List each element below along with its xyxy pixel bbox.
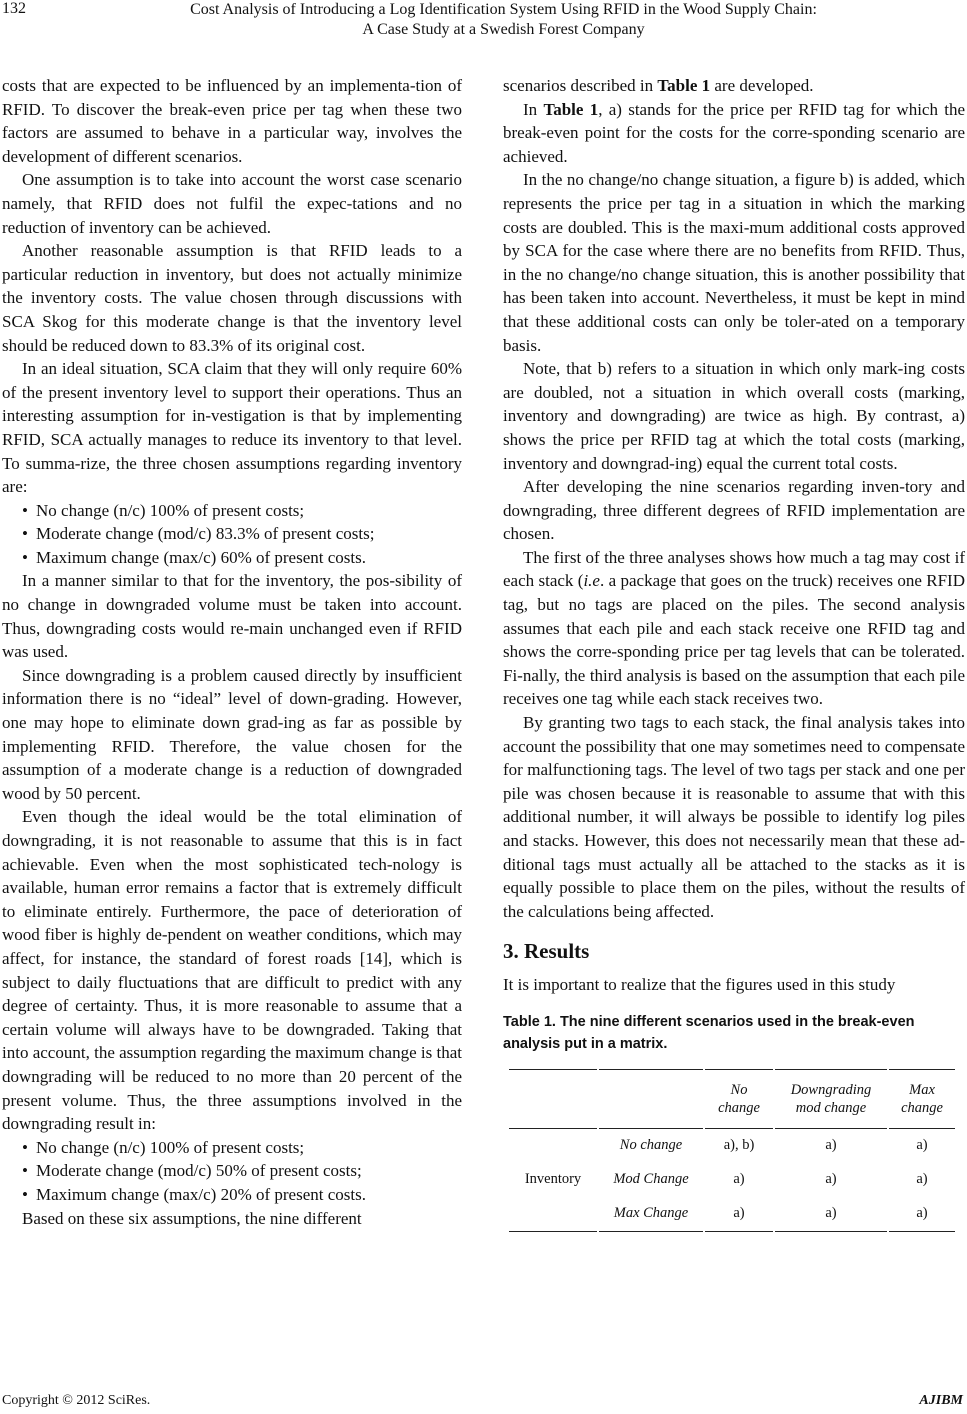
list-item: • Moderate change (mod/c) 50% of present costs; bbox=[22, 1161, 362, 1181]
running-header bbox=[40, 0, 967, 40]
inventory-assumption-list bbox=[2, 499, 462, 570]
journal-abbreviation: AJIBM bbox=[919, 1393, 963, 1408]
table-cell: a) bbox=[825, 1171, 837, 1188]
list-item: • Maximum change (max/c) 60% of present costs. bbox=[22, 547, 366, 567]
downgrading-assumption-list bbox=[2, 1136, 462, 1207]
table-caption: Table 1. The nine different scenarios used in the break-even analysis put in a matrix. bbox=[503, 1013, 915, 1052]
paragraph: Note, that b) refers to a situation in which only mark-ing costs are doubled, not a situation in which overall costs (marking, inventory and downgrading) are twice as high. By contrast, a) shows the price per RFID tag at which the total costs (marking, inventory and downgrad-ing) equal the current total costs. bbox=[503, 359, 965, 473]
paragraph: scenarios described in Table 1 are developed. bbox=[503, 76, 814, 95]
paragraph: It is important to realize that the figures used in this study bbox=[503, 975, 896, 995]
left-column bbox=[2, 74, 462, 1230]
right-column bbox=[503, 74, 965, 1232]
table-cell: a) bbox=[775, 1197, 887, 1232]
table-cell: a), b) bbox=[723, 1137, 755, 1154]
paragraph: After developing the nine scenarios regarding inven-tory and downgrading, three different degrees of RFID implementation are chosen. bbox=[503, 477, 965, 544]
paragraph: The first of the three analyses shows how much a tag may cost if each stack (i.e. a package that goes on the truck) receives one RFID tag, but no tags are placed on the piles. The second analysis assumes that each pile and each stack receive one RFID tag and shows the corre-sponding price per tag levels that can be tolerated. Fi-nally, the third analysis is based on the assumption that each pile receives one tag while each stack receives two. bbox=[503, 547, 965, 709]
paragraph: By granting two tags to each stack, the final analysis takes into account the possibility that one may sometimes need to compensate for malfunctioning tags. The level of two tags per stack and one per pile was chosen because it is reasonable to assume that with this additional number, it will always be possible to identify log piles and stacks. However, this does not necessarily mean that these ad-ditional tags must actually all be attached to the stacks as it is equally possible to place them on the piles, without the results of the calculations being affected. bbox=[503, 713, 965, 921]
list-item: • Moderate change (mod/c) 83.3% of present costs; bbox=[22, 524, 375, 544]
copyright-footer: Copyright © 2012 SciRes. bbox=[2, 1393, 151, 1408]
paragraph: costs that are expected to be influenced by an implementa-tion of RFID. To discover the break-even price per tag when these two factors are assumed to behave in a particular way, involves the development of different scenarios. bbox=[2, 76, 462, 166]
table-cell: a) bbox=[916, 1137, 928, 1154]
list-item: • No change (n/c) 100% of present costs; bbox=[22, 1137, 305, 1157]
table-reference: Table 1 bbox=[657, 76, 711, 95]
paragraph: In a manner similar to that for the inventory, the pos-sibility of no change in downgraded volume must be taken into account. Thus, downgrading costs would re-main unchanged even if RFID was used. bbox=[2, 571, 462, 662]
paragraph: Another reasonable assumption is that RFID leads to a particular reduction in inventory, but does not actually minimize the inventory costs. The value chosen through discussions with SCA Skog for this moderate change is that the inventory level should be reduced down to 83.3% of its original cost. bbox=[2, 241, 462, 355]
table-reference: Table 1 bbox=[543, 99, 599, 119]
table-cell: a) bbox=[916, 1171, 928, 1188]
header-line-1: Cost Analysis of Introducing a Log Identification System Using RFID in the Wood Supply Chain: bbox=[190, 1, 817, 18]
table-cell: a) bbox=[825, 1137, 837, 1154]
row-label: Max Change bbox=[599, 1197, 703, 1232]
row-label: No change bbox=[619, 1137, 683, 1154]
row-group-label: Inventory bbox=[509, 1129, 597, 1232]
table-header-row bbox=[509, 1069, 955, 1129]
paragraph: In Table 1, a) stands for the price per RFID tag for which the break-even point for the costs for the corre-sponding scenario are achieved. bbox=[503, 99, 965, 166]
list-item: • No change (n/c) 100% of present costs; bbox=[22, 500, 305, 520]
scenario-table bbox=[507, 1069, 957, 1232]
paragraph: Based on these six assumptions, the nine different bbox=[22, 1208, 362, 1228]
table-cell: a) bbox=[889, 1197, 955, 1232]
paragraph: In an ideal situation, SCA claim that they will only require 60% of the present inventory level to support their operations. Thus an interesting assumption for in-vestigation is that by implementing RFID, SCA actually manages to reduce its inventory to that level. To summa-rize, the three chosen assumptions regarding inventory are: bbox=[2, 359, 462, 497]
section-heading: 3. Results bbox=[503, 939, 590, 964]
paragraph: Since downgrading is a problem caused directly by insufficient information there is no “ideal” level of down-grading. However, one may hope to eliminate down grad-ing as far as possible by implementing RFID. Therefore, the value chosen for the assumption of a moderate change is a reduction of downgraded wood by 50 percent. bbox=[2, 665, 462, 803]
list-item: • Maximum change (max/c) 20% of present costs. bbox=[22, 1184, 366, 1204]
page-number: 132 bbox=[2, 0, 26, 17]
header-line-2: A Case Study at a Swedish Forest Company bbox=[362, 21, 645, 38]
column-header: Max change bbox=[889, 1069, 955, 1129]
paragraph: Even though the ideal would be the total elimination of downgrading, it is not reasonable to assume that this is in fact achievable. Even when the most sophisticated tech-nology is available, human error remains a factor that is extremely difficult to eliminate entirely. Furthermore, the pace of deterioration of wood fiber is highly de-pendent on weather conditions, which may affect, for instance, the standard of forest roads [14], which is subject to daily fluctuations that are difficult to predict with any degree of certainty. Thus, it is more reasonable to assume that a certain volume will always have to be downgraded. Taking that into account, the assumption regarding the maximum change is that downgrading will be reduced to no more than 20 percent of the present volume. Thus, the three assumptions involved in the downgrading result in: bbox=[2, 807, 462, 1134]
table-cell: a) bbox=[705, 1197, 773, 1232]
paragraph: In the no change/no change situation, a figure b) is added, which represents the price per tag in a situation in which the marking costs are doubled. This is the maxi-mum additional costs approved by SCA for the case where there are no benefits from RFID. Thus, in the no change/no change situation, this is another possibility that has been taken into account. Nevertheless, it must be kept in mind that these additional costs can only be toler-ated on a temporary basis. bbox=[503, 170, 965, 355]
row-label: Mod Change bbox=[613, 1171, 689, 1188]
column-header: Downgrading mod change bbox=[775, 1069, 887, 1129]
paragraph: One assumption is to take into account the worst case scenario namely, that RFID does not fulfil the expec-tations and no reduction of inventory can be achieved. bbox=[2, 170, 462, 237]
table-row bbox=[509, 1129, 955, 1163]
column-header: No change bbox=[705, 1069, 773, 1129]
table-cell: a) bbox=[733, 1171, 745, 1188]
